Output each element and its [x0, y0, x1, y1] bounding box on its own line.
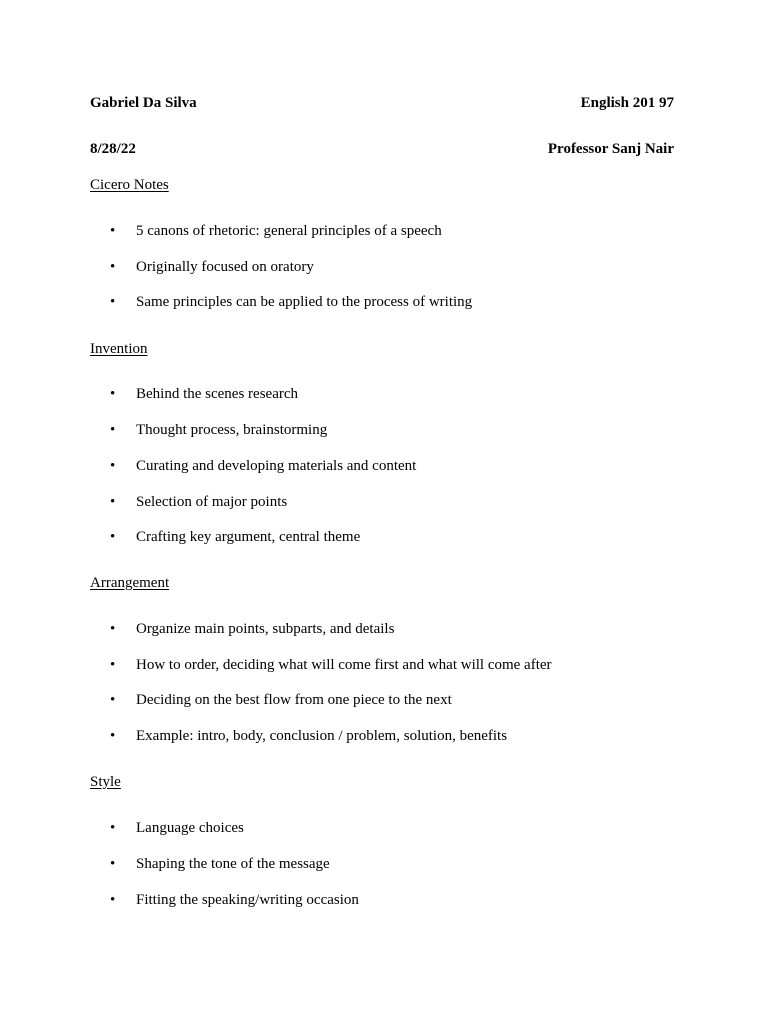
bullet-icon: • [110, 294, 116, 310]
course-name: English 201 97 [580, 95, 674, 111]
bullet-icon: • [110, 223, 116, 239]
bullet-icon: • [110, 386, 116, 402]
section-heading-style: Style [90, 774, 121, 790]
professor-name: Professor Sanj Nair [547, 141, 674, 157]
list-item-text: Originally focused on oratory [136, 259, 314, 275]
list-item-text: Same principles can be applied to the process of writing [136, 294, 473, 310]
list-item-text: Deciding on the best flow from one piece to the next [136, 692, 452, 708]
bullet-icon: • [110, 728, 116, 744]
list-item-text: Organize main points, subparts, and details [136, 621, 395, 637]
list-item-text: 5 canons of rhetoric: general principles of a speech [136, 223, 442, 239]
bullet-icon: • [110, 529, 116, 545]
bullet-icon: • [110, 458, 116, 474]
bullet-icon: • [110, 692, 116, 708]
bullet-icon: • [110, 422, 116, 438]
bullet-icon: • [110, 856, 116, 872]
section-heading-invention: Invention [90, 341, 148, 357]
list-item-text: Example: intro, body, conclusion / problem, solution, benefits [136, 728, 508, 744]
document-date: 8/28/22 [90, 141, 136, 157]
list-item-text: Behind the scenes research [136, 386, 299, 402]
header-row-top [90, 94, 674, 112]
bullet-icon: • [110, 892, 116, 908]
bullet-icon: • [110, 621, 116, 637]
bullet-icon: • [110, 259, 116, 275]
bullet-icon: • [110, 820, 116, 836]
section-heading-arrangement: Arrangement [90, 575, 170, 591]
student-name: Gabriel Da Silva [90, 95, 197, 111]
list-item-text: Thought process, brainstorming [136, 422, 328, 438]
list-item-text: How to order, deciding what will come first and what will come after [136, 657, 552, 673]
bullet-icon: • [110, 657, 116, 673]
list-item-text: Selection of major points [136, 494, 288, 510]
list-item-text: Crafting key argument, central theme [136, 529, 361, 545]
list-item-text: Fitting the speaking/writing occasion [136, 892, 359, 908]
list-item-text: Language choices [136, 820, 244, 836]
list-item-text: Curating and developing materials and content [136, 458, 417, 474]
section-heading-cicero-notes: Cicero Notes [90, 177, 169, 193]
list-item-text: Shaping the tone of the message [136, 856, 330, 872]
bullet-icon: • [110, 494, 116, 510]
header-row-bottom [90, 140, 674, 158]
